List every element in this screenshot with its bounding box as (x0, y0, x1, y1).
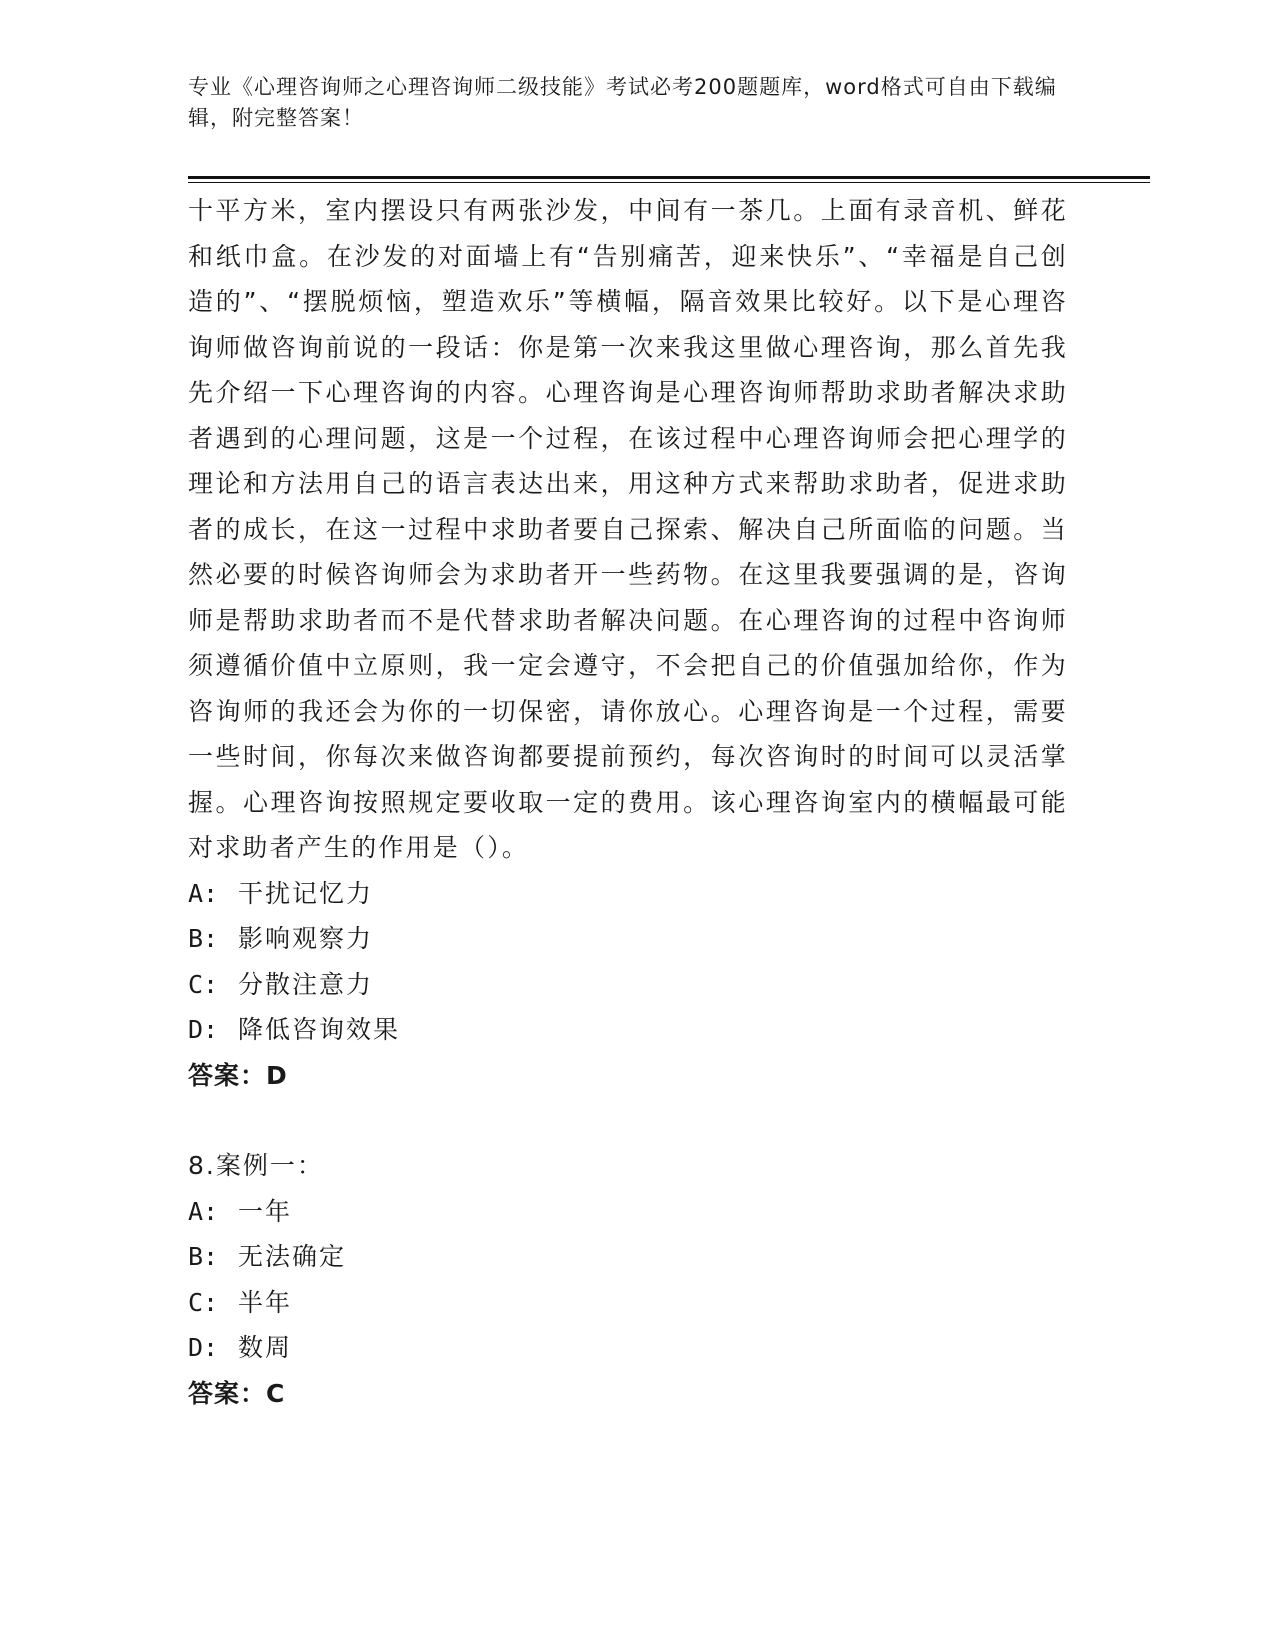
question-stem: 十平方米，室内摆设只有两张沙发，中间有一茶几。上面有录音机、鲜花和纸巾盒。在沙发的对面墙上有“告别痛苦，迎来快乐”、“幸福是自己创造的”、“摆脱烦恼，塑造欢乐”等横幅，隔音效果比较好。以下是心理咨询师做咨询前说的一段话：你是第一次来我这里做心理咨询，那么首先我先介绍一下心理咨询的内容。心理咨询是心理咨询师帮助求助者解决求助者遇到的心理问题，这是一个过程，在该过程中心理咨询师会把心理学的理论和方法用自己的语言表达出来，用这种方式来帮助求助者，促进求助者的成长，在这一过程中求助者要自己探索、解决自己所面临的问题。当然必要的时候咨询师会为求助者开一些药物。在这里我要强调的是，咨询师是帮助求助者而不是代替求助者解决问题。在心理咨询的过程中咨询师须遵循价值中立原则，我一定会遵守，不会把自己的价值强加给你，作为咨询师的我还会为你的一切保密，请你放心。心理咨询是一个过程，需要一些时间，你每次来做咨询都要提前预约，每次咨询时的时间可以灵活掌握。心理咨询按照规定要收取一定的费用。该心理咨询室内的横幅最可能对求助者产生的作用是（）。 (188, 196, 1068, 862)
header-divider-thick (188, 176, 1150, 179)
option-text: 一年 (238, 1196, 293, 1226)
option-c (188, 1280, 1068, 1326)
page-header: 专业《心理咨询师之心理咨询师二级技能》考试必考200题题库，word格式可自由下载编辑，附完整答案！ (188, 75, 1057, 130)
option-text: 无法确定 (238, 1242, 347, 1271)
option-d (188, 1325, 1068, 1371)
option-letter: C: (188, 1287, 219, 1317)
option-letter: D: (188, 1015, 219, 1044)
option-letter: A: (188, 1196, 219, 1226)
question-title: 8.案例一： (188, 1151, 324, 1180)
option-letter: C: (188, 969, 219, 999)
document-body (188, 188, 1068, 1416)
option-text: 半年 (238, 1287, 293, 1317)
option-b (188, 1234, 1068, 1280)
option-text: 数周 (238, 1333, 293, 1362)
option-text: 干扰记忆力 (238, 878, 374, 908)
option-text: 降低咨询效果 (238, 1015, 401, 1044)
option-d (188, 1007, 1068, 1053)
option-letter: D: (188, 1333, 219, 1362)
option-c (188, 962, 1068, 1008)
option-a (188, 1189, 1068, 1235)
answer-block (188, 1053, 1068, 1099)
option-text: 影响观察力 (238, 924, 374, 953)
answer-line: 答案：C (188, 1378, 286, 1408)
answer-line: 答案：D (188, 1060, 288, 1090)
option-letter: B: (188, 1242, 219, 1271)
option-a (188, 871, 1068, 917)
option-letter: B: (188, 924, 219, 953)
header-divider-thin (188, 182, 1150, 183)
option-b (188, 916, 1068, 962)
option-text: 分散注意力 (238, 969, 374, 999)
option-letter: A: (188, 878, 219, 908)
